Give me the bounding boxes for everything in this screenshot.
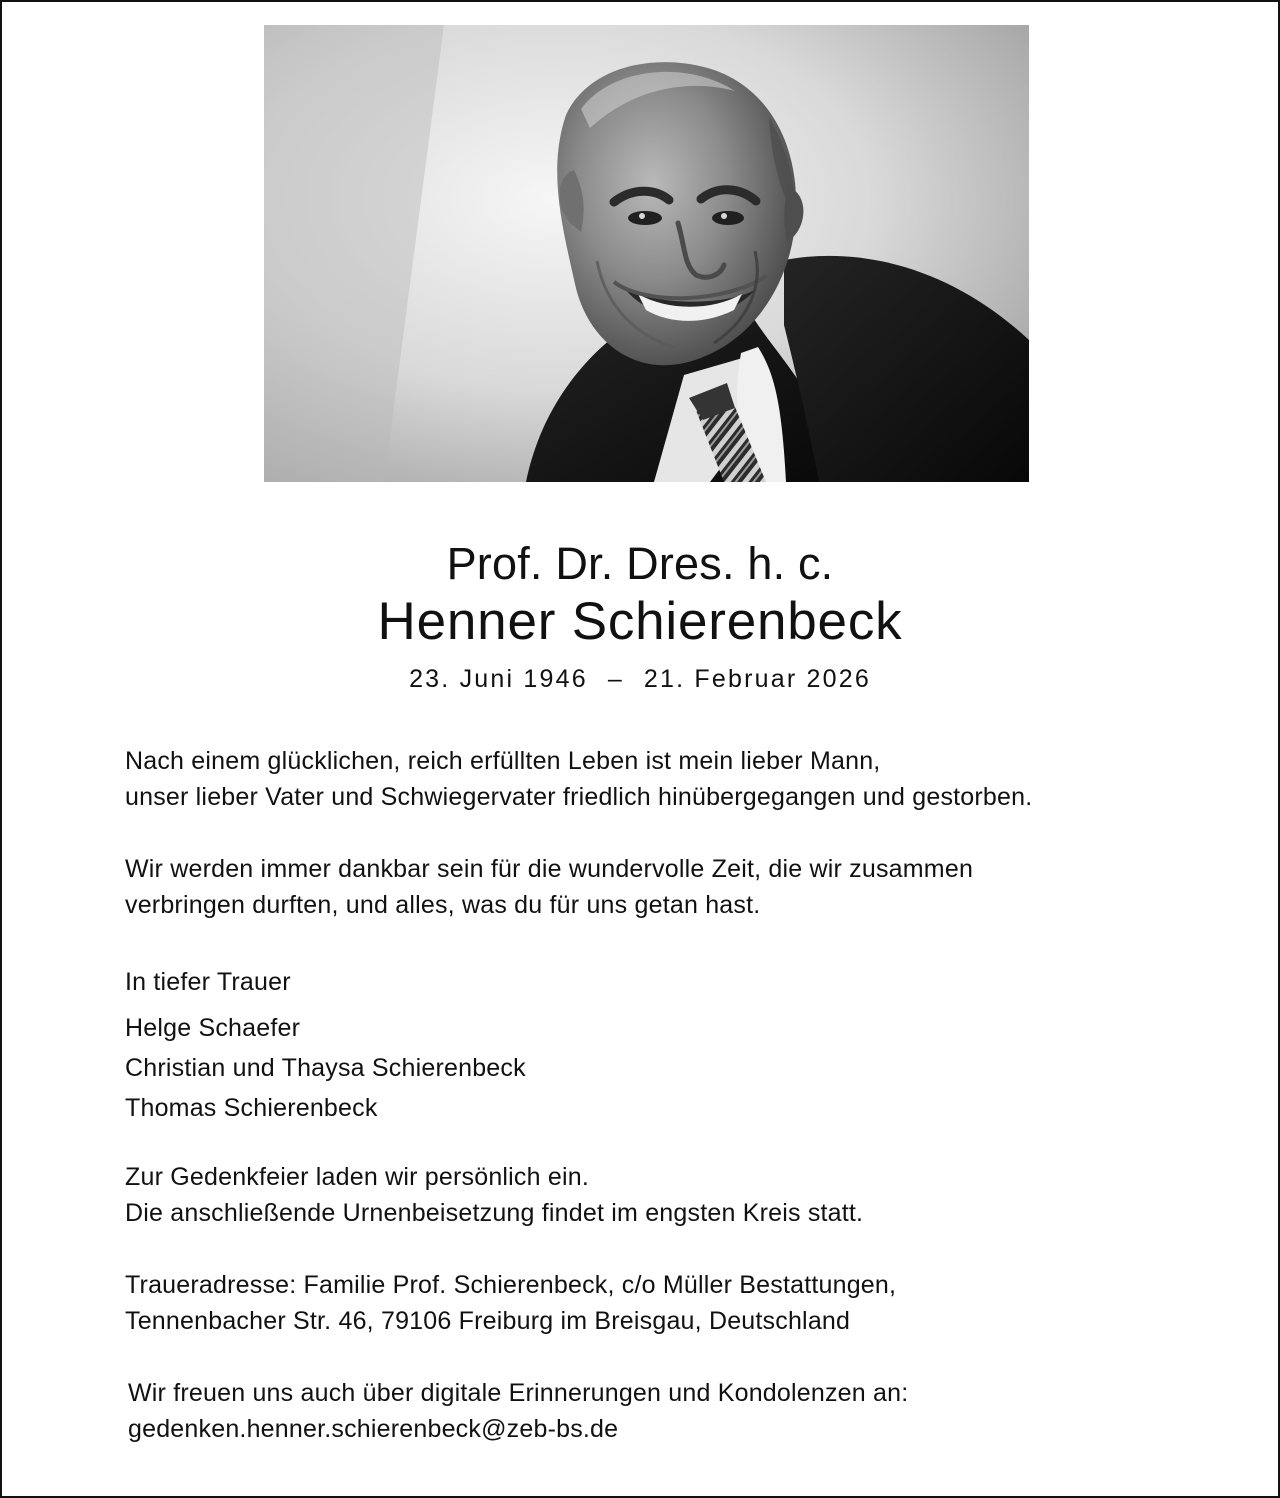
portrait-photo-icon — [264, 25, 1029, 482]
ceremony-notice-line: Zur Gedenkfeier laden wir persönlich ein. — [125, 1163, 589, 1191]
life-dates — [2, 662, 1278, 696]
gratitude-statement — [125, 851, 1185, 923]
mourner-name: Helge Schaefer — [125, 1014, 301, 1042]
gratitude-statement-line: verbringen durften, und alles, was du für uns getan hast. — [125, 891, 761, 919]
birth-date: 23. Juni 1946 — [409, 665, 588, 693]
condolence-text: Wir freuen uns auch über digitale Erinnerungen und Kondolenzen an: — [128, 1379, 909, 1407]
mourning-intro: In tiefer Trauer — [125, 968, 291, 996]
life-statement-line: Nach einem glücklichen, reich erfüllten Leben ist mein lieber Mann, — [125, 747, 881, 775]
gratitude-statement-line: Wir werden immer dankbar sein für die wundervolle Zeit, die wir zusammen — [125, 855, 974, 883]
ceremony-notice — [125, 1159, 1185, 1231]
death-date: 21. Februar 2026 — [643, 665, 871, 693]
portrait-photo — [264, 25, 1029, 482]
date-separator: – — [607, 665, 624, 693]
mourner-name: Christian und Thaysa Schierenbeck — [125, 1054, 526, 1082]
mourning-address-line: Tennenbacher Str. 46, 79106 Freiburg im Breisgau, Deutschland — [125, 1307, 851, 1335]
ceremony-notice-line: Die anschließende Urnenbeisetzung findet im engsten Kreis statt. — [125, 1199, 864, 1227]
academic-title: Prof. Dr. Dres. h. c. — [446, 538, 834, 589]
mourner-list — [125, 1008, 1025, 1128]
life-statement-line: unser lieber Vater und Schwiegervater friedlich hinübergegangen und gestorben. — [125, 783, 1033, 811]
deceased-name: Henner Schierenbeck — [377, 592, 903, 651]
condolence-email: gedenken.henner.schierenbeck@zeb-bs.de — [128, 1415, 619, 1443]
condolence-contact — [128, 1375, 1188, 1447]
life-statement — [125, 743, 1185, 815]
mourner-name: Thomas Schierenbeck — [125, 1094, 378, 1122]
mourning-address-line: Traueradresse: Familie Prof. Schierenbeck, c/o Müller Bestattungen, — [125, 1271, 897, 1299]
mourning-address — [125, 1267, 1185, 1339]
